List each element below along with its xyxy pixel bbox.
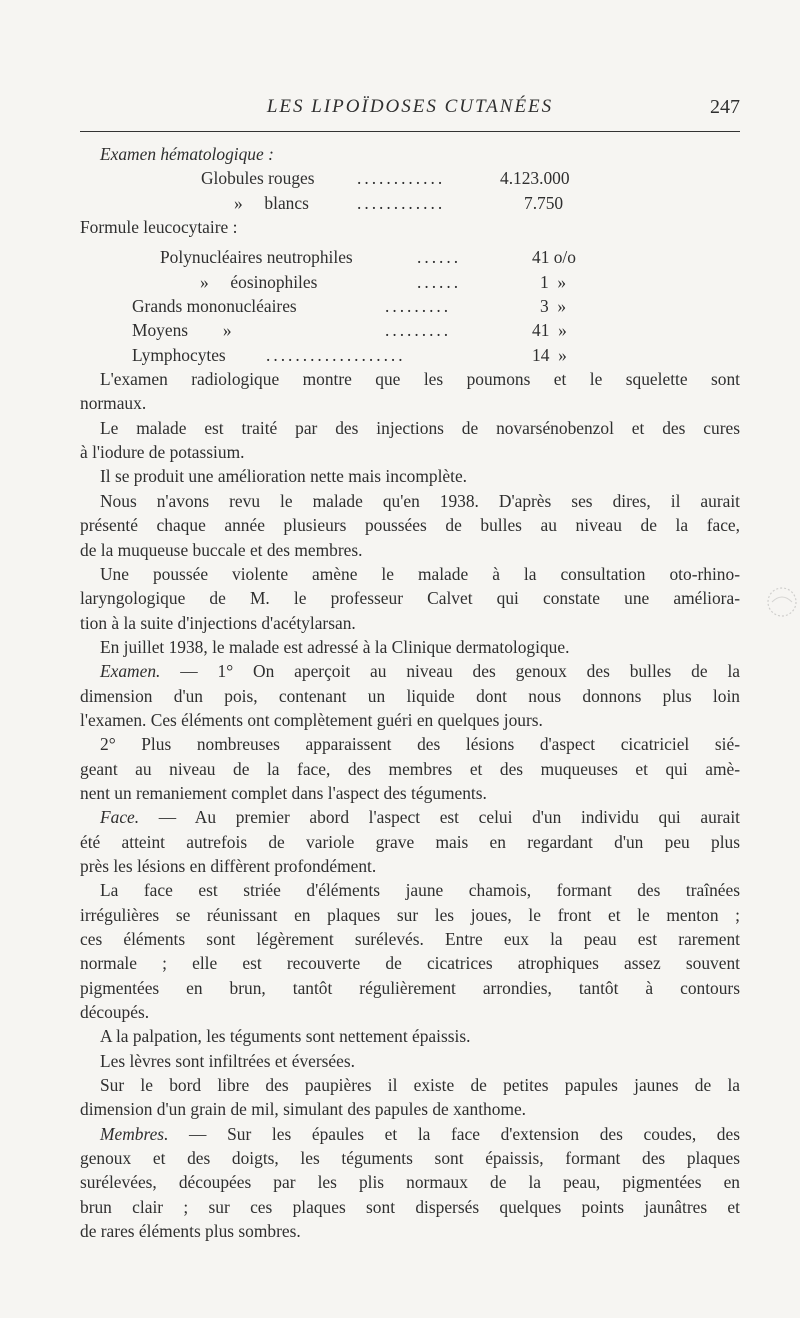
text-line: A la palpation, les téguments sont nettement épaissis. — [100, 1026, 471, 1047]
body-text — [80, 367, 740, 1243]
text-line: présenté chaque année plusieurs poussées de bulles au niveau de la face, — [80, 515, 740, 536]
italic-lead: Examen. — [100, 661, 161, 682]
text-line: 2° Plus nombreuses apparaissent des lésions d'aspect cicatriciel sié- — [100, 734, 740, 755]
text-line: découpés. — [80, 1002, 150, 1023]
formula-row-dots: ...... — [417, 247, 462, 268]
text-line: ces éléments sont légèrement surélevés. Entre eux la peau est rarement — [80, 929, 740, 949]
italic-lead: Membres. — [100, 1123, 169, 1144]
text-line: dimension d'un pois, contenant un liquide dont nous donnons plus loin — [80, 685, 740, 706]
formula-row-value: 3 » — [540, 296, 567, 317]
formula-row-label: Polynucléaires neutrophiles — [160, 247, 353, 268]
text-line: Sur le bord libre des paupières il existe de petites papules jaunes de la — [100, 1075, 740, 1096]
exam-row — [80, 166, 740, 190]
exam-row-label: » blancs — [234, 192, 309, 213]
formula-row-value: 41 » — [532, 320, 567, 341]
stamp-mark-icon — [752, 582, 800, 630]
text-line: La face est striée d'éléments jaune chamois, formant des traînées — [100, 880, 740, 901]
formula-row — [80, 318, 740, 342]
text-line: Examen. — 1° On aperçoit au niveau des genoux des bulles de la — [100, 661, 740, 682]
text-line: Le malade est traité par des injections de novarsénobenzol et des cures — [100, 417, 740, 438]
page-content — [80, 142, 740, 1243]
formula-row-value: 41 o/o — [532, 247, 576, 268]
text-line: brun clair ; sur ces plaques sont dispersés quelques points jaunâtres et — [80, 1196, 740, 1217]
text-line: Nous n'avons revu le malade qu'en 1938. D'après ses dires, il aurait — [100, 490, 740, 511]
text-line: surélevées, découpées par les plis normaux de la peau, pigmentées en — [80, 1172, 740, 1193]
text-line: à l'iodure de potassium. — [80, 442, 245, 463]
text-line: pigmentées en brun, tantôt régulièrement arrondies, tantôt à contours — [80, 977, 740, 998]
page-header — [80, 96, 740, 126]
text-line: tion à la suite d'injections d'acétylarsan. — [80, 612, 356, 633]
formula-row-dots: ......... — [385, 320, 452, 341]
exam-row — [80, 191, 740, 215]
text-line: Une poussée violente amène le malade à la consultation oto-rhino- — [100, 563, 740, 584]
formula-heading-line — [80, 215, 740, 239]
header-rule — [80, 131, 740, 132]
exam-heading: Examen hématologique : — [100, 144, 274, 164]
page-number: 247 — [710, 96, 740, 118]
text-line: l'examen. Ces éléments ont complètement guéri en quelques jours. — [80, 709, 543, 730]
formula-row-dots: ................... — [266, 344, 406, 365]
formula-row — [80, 270, 740, 294]
formula-row-value: 14 » — [532, 344, 567, 365]
text-line: Les lèvres sont infiltrées et éversées. — [100, 1050, 355, 1071]
formula-row-dots: ......... — [385, 296, 452, 317]
exam-row-dots: ............ — [357, 192, 446, 213]
formula-row-value: 1 » — [540, 271, 567, 292]
text-line: laryngologique de M. le professeur Calvet qui constate une améliora- — [80, 588, 740, 609]
text-line: L'examen radiologique montre que les poumons et le squelette sont — [100, 369, 740, 390]
formula-row — [80, 343, 740, 367]
italic-lead: Face. — [100, 807, 140, 828]
exam-heading-line — [80, 142, 740, 166]
formula-row-label: Moyens » — [132, 320, 232, 341]
text-line: genoux et des doigts, les téguments sont épaissis, formant des plaques — [80, 1148, 740, 1169]
text-line: Face. — Au premier abord l'aspect est celui d'un individu qui aurait — [100, 807, 740, 828]
formula-row — [80, 294, 740, 318]
formula-row-label: » éosinophiles — [200, 271, 318, 292]
formula-row-label: Grands mononucléaires — [132, 296, 297, 317]
text-line: nent un remaniement complet dans l'aspect des téguments. — [80, 782, 487, 803]
text-line: normale ; elle est recouverte de cicatrices atrophiques assez souvent — [80, 953, 740, 974]
exam-row-value: 4.123.000 — [500, 168, 570, 189]
running-title: LES LIPOÏDOSES CUTANÉES — [266, 96, 554, 117]
text-line: irrégulières se réunissant en plaques sur les joues, le front et le menton ; — [80, 904, 740, 925]
formula-row-label: Lymphocytes — [132, 344, 226, 365]
formula-row — [80, 245, 740, 269]
formula-row-dots: ...... — [417, 271, 462, 292]
text-line: près les lésions en diffèrent profondément. — [80, 855, 377, 876]
exam-row-dots: ............ — [357, 168, 446, 189]
text-line: Membres. — Sur les épaules et la face d'extension des coudes, des — [100, 1123, 740, 1144]
formula-heading: Formule leucocytaire : — [80, 217, 238, 238]
text-line: de rares éléments plus sombres. — [80, 1221, 301, 1242]
exam-row-value: 7.750 — [524, 192, 564, 213]
text-line: Il se produit une amélioration nette mais incomplète. — [100, 466, 468, 487]
exam-row-label: Globules rouges — [201, 168, 315, 189]
text-line: de la muqueuse buccale et des membres. — [80, 539, 363, 560]
text-line: été atteint autrefois de variole grave mais en regardant d'un peu plus — [80, 831, 740, 852]
text-line: En juillet 1938, le malade est adressé à la Clinique dermatologique. — [100, 636, 570, 657]
text-line: normaux. — [80, 393, 147, 414]
text-line: dimension d'un grain de mil, simulant des papules de xanthome. — [80, 1099, 527, 1120]
text-line: geant au niveau de la face, des membres et des muqueuses et qui amè- — [80, 758, 740, 779]
